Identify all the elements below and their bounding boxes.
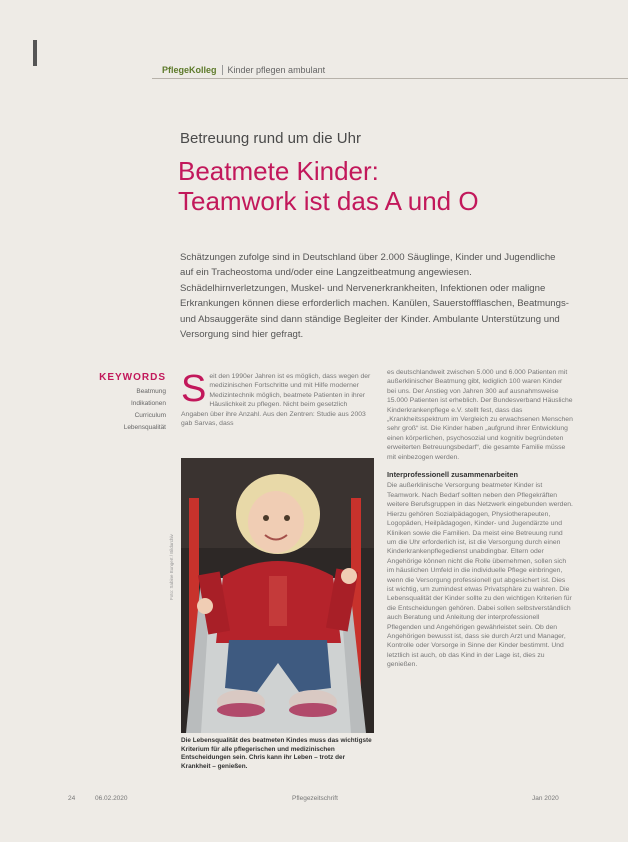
header-section: Kinder pflegen ambulant [227, 65, 326, 75]
child-on-slide-image [181, 458, 374, 733]
page-edge-mark [33, 40, 37, 66]
body-column-1 [181, 368, 371, 428]
keyword-item: Beatmung [136, 388, 166, 395]
title-line-2: Teamwork ist das A und O [178, 186, 479, 216]
body-text-3: Die außerklinische Versorgung beatmeter Kinder ist Teamwork. Nach Bedarf sollten neben den Pflegekräften weitere Berufsgruppen in das Netzwerk eingebunden werden. Hierzu gehören Sozialpädagogen, Physiotherapeuten, Logopäden, Heilpädagogen, Kinder- und Jugendärzte und Kliniken sowie die Familien. Da meist eine Betreuung rund um die Uhr erforderlich ist, ist die Versorgung durch einen Kinderkrankenpflegedienst unabdingbar. Eltern oder Angehörige können nicht die Rolle übernehmen, sollen sich im häuslichen Umfeld in die individuelle Pflege einbringen, wenn die Versorgung professionell gut abgesichert ist. Dies ist wichtig, um zumindest etwas Privatsphäre zu wahren. Die Lebensqualität der Kinder sollte zu den wichtigen Kriterien für die Entscheidungen gehören. Dabei sollen selbstverständlich auch Beratung und Anleitung der interprofessionell Pflegenden und Angehörigen gewährleistet sein. Ob den Angehörigen bewusst ist, dass sie durch Arzt und Manager, Kontrolle oder Vorsorge in Sinne der Kinder bestimmt. Und letztlich ist auch, ob das Kind in der Lage ist, dies zu genießen. [387, 482, 573, 669]
header-brand: PflegeKolleg [162, 65, 217, 75]
body-column-2 [387, 368, 573, 671]
keyword-item: Indikationen [130, 400, 166, 407]
keywords-title: KEYWORDS [99, 372, 166, 383]
footer-date: 06.02.2020 [95, 795, 128, 802]
keyword-item: Curriculum [134, 412, 166, 419]
running-header [162, 65, 325, 75]
body-text-1: eit den 1990er Jahren ist es möglich, dass wegen der medizinischen Fortschritte und mit Hilfe moderner Medizintechnik möglich, beatmete Patienten in ihrer Häuslichkeit zu pflegen. Nicht beim gesetzlich Angaben über ihre Anzahl. Aus den Zentren: Studie aus 2003 gab Sarvas, dass [181, 373, 371, 428]
drop-cap: S [181, 368, 207, 410]
footer-magazine: Pflegezeitschrift [292, 795, 338, 802]
article-title [178, 156, 578, 216]
keyword-item: Lebensqualität [123, 424, 166, 431]
header-divider [222, 65, 223, 75]
title-line-1: Beatmete Kinder: [178, 156, 379, 186]
keywords-box [82, 372, 166, 434]
photo-caption: Die Lebensqualität des beatmeten Kindes muss das wichtigste Kriterium für alle pflegerischen und medizinischen Entscheidungen sein. Chris kann ihr Leben – trotz der Krankheit – genießen. [181, 737, 372, 770]
article-lead: Schätzungen zufolge sind in Deutschland über 2.000 Säuglinge, Kinder und Jugendliche auf ein Tracheostoma und/oder eine Langzeitbeatmung angewiesen. Schädelhirnverletzungen, Muskel- und Nervenerkrankheiten, Infektionen oder maligne Erkrankungen können diese erforderlich machen. Kanülen, Sauerstoffflaschen, Beatmungs- und Absauggeräte sind dann ständige Begleiter der Kinder. Ambulante Unterstützung und Versorgung sind hier gefragt. [180, 252, 569, 341]
article-kicker: Betreuung rund um die Uhr [180, 130, 361, 147]
body-text-2: es deutschlandweit zwischen 5.000 und 6.000 Patienten mit außerklinischer Beatmung gibt, lediglich 100 waren Kinder bei uns. Der Anstieg von Jahren 300 auf ausnahmsweise 15.000 Patienten ist erheblich. Der Bundesverband Häusliche Kinderkrankenpflege e.V. stellt fest, dass das „Krankheitsspektrum im Vergleich zu erwachsenen Menschen sehr groß“ ist. Die Kinder haben „aufgrund ihrer Entwicklung einen körperlichen, psychosozial und kognitiv begründeten erweiterten Betreuungsbedarf“, die gesamte Familie müsse mit einbezogen werden. [387, 369, 573, 461]
page-number: 24 [68, 795, 76, 802]
header-rule [152, 78, 628, 79]
article-photo [181, 458, 374, 733]
footer-issue: Jan 2020 [532, 795, 559, 802]
photo-credit: Foto: Sabine Bungert / Bildarchiv [169, 534, 174, 600]
section-subheading: Interprofessionell zusammenarbeiten [387, 470, 519, 480]
